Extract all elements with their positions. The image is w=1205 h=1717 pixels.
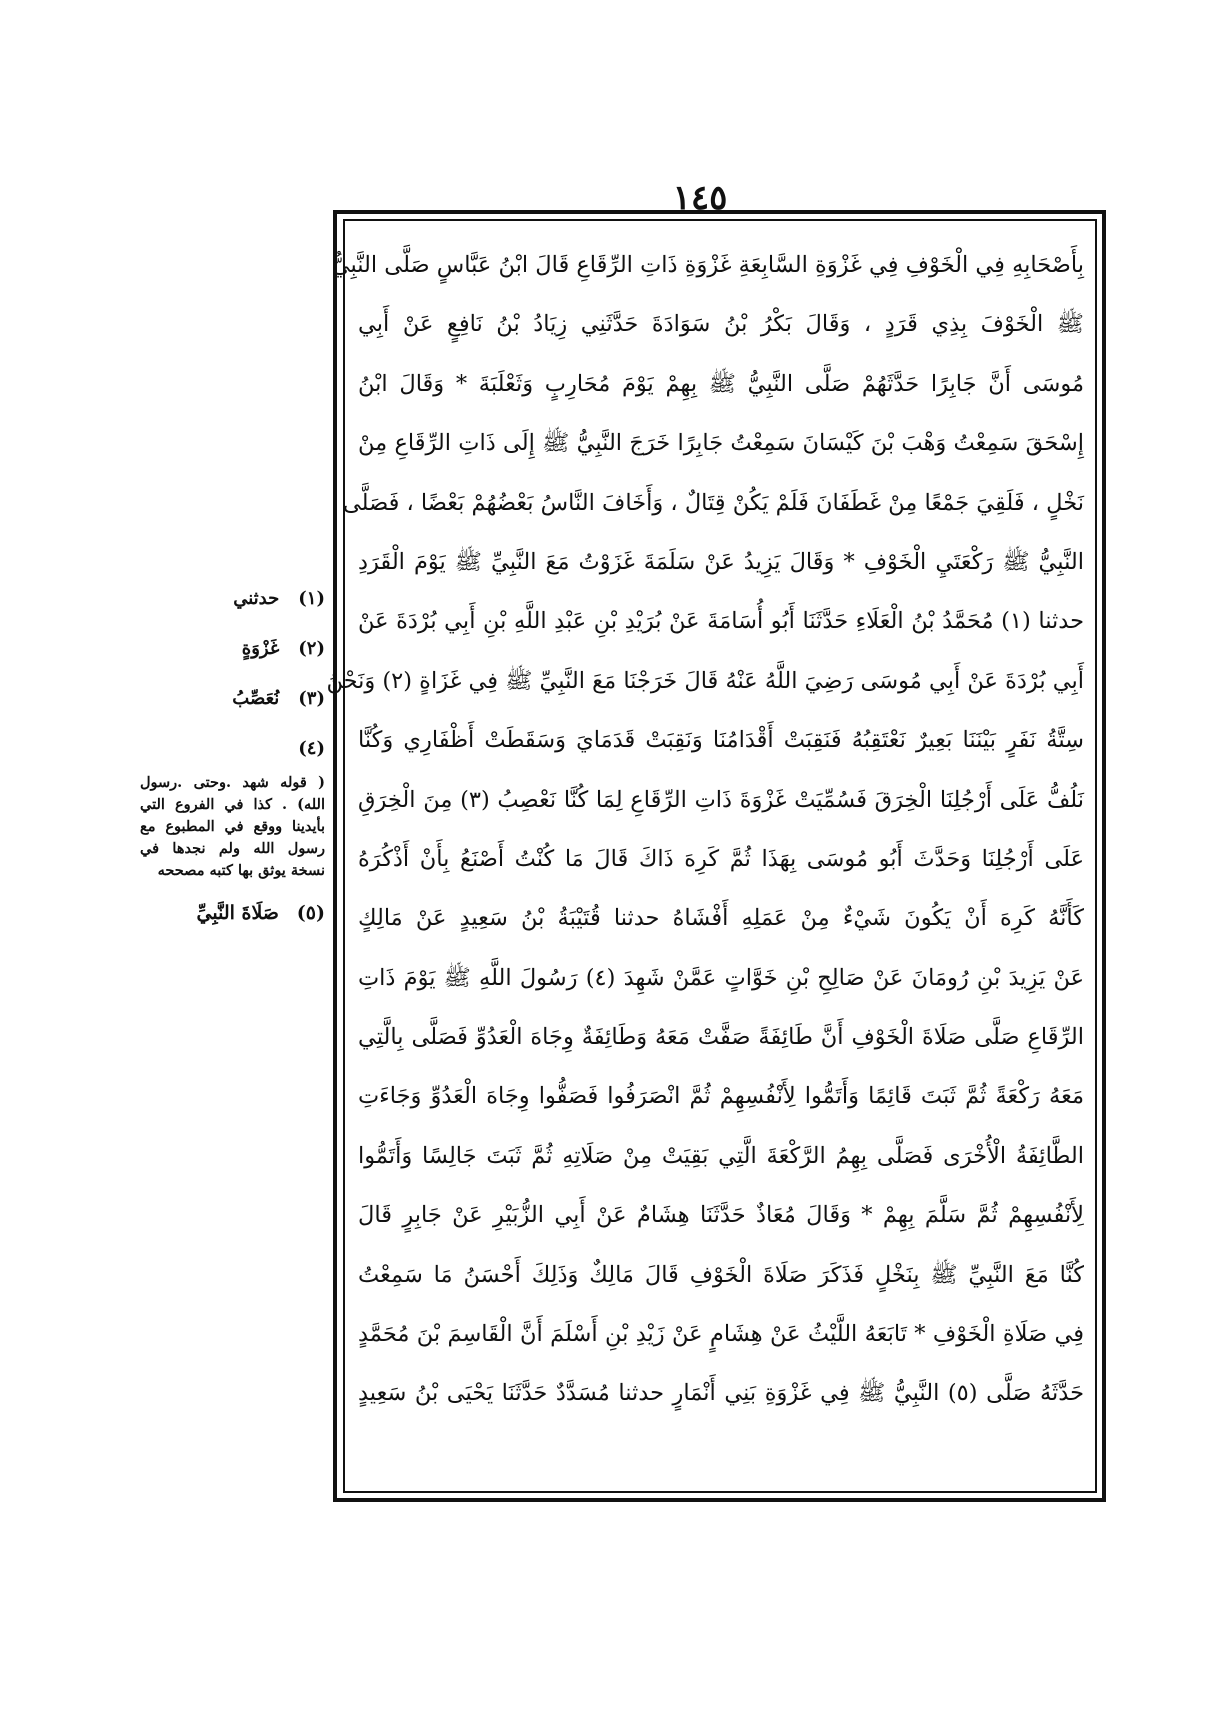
margin-note-key: (٢): [298, 638, 325, 659]
text-line: الطَّائِفَةُ الْأُخْرَى فَصَلَّى بِهِمُ الرَّكْعَةَ الَّتِي بَقِيَتْ مِنْ صَلَاتِهِ ثُمَّ ثَبَتَ جَالِسًا وَأَتَمُّوا: [358, 1142, 1084, 1169]
text-line: عَنْ يَزِيدَ بْنِ رُومَانَ عَنْ صَالِحِ بْنِ خَوَّاتٍ عَمَّنْ شَهِدَ (٤) رَسُولَ اللَّهِ ﷺ يَوْمَ ذَاتِ: [358, 964, 1084, 991]
text-line: أَبِي بُرْدَةَ عَنْ أَبِي مُوسَى رَضِيَ اللَّهُ عَنْهُ قَالَ خَرَجْنَا مَعَ النَّبِيِّ ﷺ فِي غَزَاةٍ (٢) وَنَحْنُ: [326, 667, 1084, 694]
text-line: كَأَنَّهُ كَرِهَ أَنْ يَكُونَ شَيْءٌ مِنْ عَمَلِهِ أَفْشَاهُ حدثنا قُتَيْبَةُ بْنُ سَعِيدٍ عَنْ مَالِكٍ: [358, 905, 1084, 932]
text-line: حدثنا (١) مُحَمَّدُ بْنُ الْعَلَاءِ حَدَّثَنَا أَبُو أُسَامَةَ عَنْ بُرَيْدِ بْنِ عَبْدِ اللَّهِ بْنِ أَبِي بُرْدَةَ عَنْ: [358, 608, 1084, 635]
margin-note-text: غَزْوَةٍ: [241, 638, 280, 659]
text-line: إِسْحَقَ سَمِعْتُ وَهْبَ بْنَ كَيْسَانَ سَمِعْتُ جَابِرًا خَرَجَ النَّبِيُّ ﷺ إِلَى ذَاتِ الرِّقَاعِ مِنْ: [358, 430, 1084, 457]
text-line: عَلَى أَرْجُلِنَا وَحَدَّثَ أَبُو مُوسَى بِهَذَا ثُمَّ كَرِهَ ذَاكَ قَالَ مَا كُنْتُ أَصْنَعُ بِأَنْ أَذْكُرَهُ: [358, 845, 1084, 872]
margin-notes: [140, 586, 325, 950]
text-line: لِأَنْفُسِهِمْ ثُمَّ سَلَّمَ بِهِمْ * وَقَالَ مُعَاذٌ حَدَّثَنَا هِشَامٌ عَنْ أَبِي الزُّبَيْرِ عَنْ جَابِرٍ قَالَ: [358, 1202, 1084, 1229]
text-line: كُنَّا مَعَ النَّبِيِّ ﷺ بِنَخْلٍ فَذَكَرَ صَلَاةَ الْخَوْفِ قَالَ مَالِكٌ وَذَلِكَ أَحْسَنُ مَا سَمِعْتُ: [358, 1261, 1084, 1288]
margin-note: [140, 900, 325, 926]
text-line: بِأَصْحَابِهِ فِي الْخَوْفِ فِي غَزْوَةِ السَّابِعَةِ غَزْوَةِ ذَاتِ الرِّقَاعِ قَالَ ابْنُ عَبَّاسٍ صَلَّى النَّبِيُّ: [331, 252, 1084, 278]
margin-note-key: (٣): [298, 688, 325, 709]
margin-note-text: ( قوله شهد .وحتى .رسول الله) . كذا في الفروع التي بأيدينا ووقع في المطبوع مع رسول الله ولم نجدها في نسخة يوثق بها كتبه مصححه: [140, 774, 325, 879]
text-line: فِي صَلَاةِ الْخَوْفِ * تَابَعَهُ اللَّيْثُ عَنْ هِشَامٍ عَنْ زَيْدِ بْنِ أَسْلَمَ أَنَّ الْقَاسِمَ بْنَ مُحَمَّدٍ: [358, 1321, 1084, 1348]
text-line: نَخْلٍ ، فَلَقِيَ جَمْعًا مِنْ غَطَفَانَ فَلَمْ يَكُنْ قِتَالٌ ، وَأَخَافَ النَّاسُ بَعْضُهُمْ بَعْضًا ، فَصَلَّى: [342, 489, 1084, 516]
text-line: مُوسَى أَنَّ جَابِرًا حَدَّثَهُمْ صَلَّى النَّبِيُّ ﷺ بِهِمْ يَوْمَ مُحَارِبٍ وَثَعْلَبَةَ * وَقَالَ ابْنُ: [358, 370, 1084, 397]
margin-note: [140, 586, 325, 612]
margin-note-key: (٤): [298, 738, 325, 759]
margin-note-text: صَلَاةَ النَّبِيِّ: [196, 902, 279, 924]
margin-note-text: حدثني: [233, 588, 280, 609]
text-line: النَّبِيُّ ﷺ رَكْعَتَيِ الْخَوْفِ * وَقَالَ يَزِيدُ عَنْ سَلَمَةَ غَزَوْتُ مَعَ النَّبِيِّ ﷺ يَوْمَ الْقَرَدِ: [358, 548, 1084, 575]
margin-note-key: (١): [298, 588, 325, 609]
margin-note-key: (٥): [296, 902, 325, 924]
text-line: نَلُفُّ عَلَى أَرْجُلِنَا الْخِرَقَ فَسُمِّيَتْ غَزْوَةَ ذَاتِ الرِّقَاعِ لِمَا كُنَّا نَعْصِبُ (٣) مِنَ الْخِرَقِ: [358, 786, 1084, 813]
page-number: ١٤٥: [672, 178, 728, 218]
margin-note-text: نُعَصِّبُ: [232, 688, 280, 709]
text-line: سِتَّةُ نَفَرٍ بَيْنَنَا بَعِيرٌ نَعْتَقِبُهُ فَنَقِبَتْ أَقْدَامُنَا وَنَقِبَتْ قَدَمَايَ وَسَقَطَتْ أَظْفَارِي وَكُنَّا: [358, 727, 1084, 754]
text-line: الرِّقَاعِ صَلَّى صَلَاةَ الْخَوْفِ أَنَّ طَائِفَةً صَفَّتْ مَعَهُ وَطَائِفَةٌ وِجَاهَ الْعَدُوِّ فَصَلَّى بِالَّتِي: [358, 1024, 1084, 1051]
text-line: مَعَهُ رَكْعَةً ثُمَّ ثَبَتَ قَائِمًا وَأَتَمُّوا لِأَنْفُسِهِمْ ثُمَّ انْصَرَفُوا فَصَفُّوا وِجَاهَ الْعَدُوِّ وَجَاءَتِ: [358, 1083, 1084, 1110]
margin-note: [140, 686, 325, 712]
text-line: حَدَّثَهُ صَلَّى (٥) النَّبِيُّ ﷺ فِي غَزْوَةِ بَنِي أَنْمَارٍ حدثنا مُسَدَّدٌ حَدَّثَنَا يَحْيَى بْنُ سَعِيدٍ: [358, 1380, 1084, 1407]
margin-note: [140, 736, 325, 762]
margin-note: [140, 636, 325, 662]
main-text: [326, 236, 1084, 1484]
text-line: ﷺ الْخَوْفَ بِذِي قَرَدٍ ، وَقَالَ بَكْرُ بْنُ سَوَادَةَ حَدَّثَنِي زِيَادُ بْنُ نَافِعٍ عَنْ أَبِي: [358, 311, 1084, 338]
